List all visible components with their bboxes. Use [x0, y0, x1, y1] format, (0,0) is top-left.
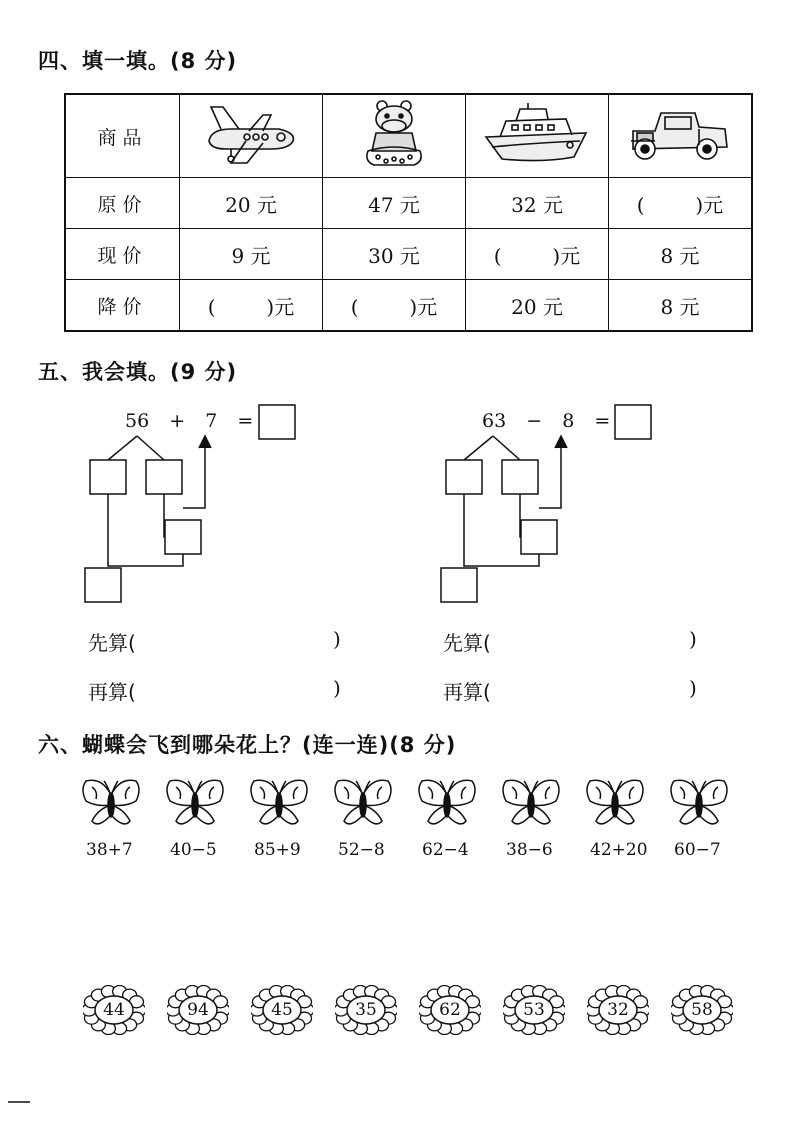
- flower-icon[interactable]: [419, 985, 481, 1039]
- butterfly-icon[interactable]: [162, 775, 228, 835]
- row-label-goods: 商品: [65, 94, 180, 178]
- butterfly-icon[interactable]: [414, 775, 480, 835]
- operand-a: 63: [482, 410, 507, 432]
- first-step-close: ): [333, 627, 341, 651]
- equals-sign: =: [594, 410, 611, 432]
- butterfly-expression: 60−7: [674, 840, 721, 860]
- operand-a: 56: [125, 410, 150, 432]
- discount-blank[interactable]: ( )元: [323, 280, 466, 332]
- butterfly-icon[interactable]: [246, 775, 312, 835]
- flower-number: 32: [607, 1000, 629, 1020]
- split-box: [502, 460, 538, 494]
- butterfly-expression: 40−5: [170, 840, 217, 860]
- section6-heading: 六、蝴蝶会飞到哪朵花上？(连一连)(8 分): [38, 733, 457, 757]
- row-label-current-price: 现价: [65, 229, 180, 280]
- section5-heading: 五、我会填。(9 分): [38, 360, 238, 384]
- result-box: [441, 568, 477, 602]
- then-step-label: 再算(: [443, 680, 491, 704]
- butterfly-icon[interactable]: [78, 775, 144, 835]
- operator: −: [526, 410, 543, 432]
- butterfly-expression: 42+20: [590, 840, 648, 860]
- first-step-label: 先算(: [443, 631, 491, 655]
- discount-blank[interactable]: ( )元: [180, 280, 323, 332]
- current-price-cell: 9 元: [180, 229, 323, 280]
- flower-number: 94: [187, 1000, 209, 1020]
- first-step-close: ): [689, 627, 697, 651]
- butterfly-expression: 85+9: [254, 840, 301, 860]
- row-label-discount: 降价: [65, 280, 180, 332]
- flower-icon[interactable]: [251, 985, 313, 1039]
- flower-icon[interactable]: [671, 985, 733, 1039]
- flower-icon[interactable]: [335, 985, 397, 1039]
- flower-number: 53: [523, 1000, 545, 1020]
- original-price-cell: 32 元: [466, 178, 609, 229]
- operator: +: [169, 410, 186, 432]
- page-edge-mark: [0, 1100, 40, 1104]
- butterfly-icon[interactable]: [498, 775, 564, 835]
- then-step-close: ): [333, 676, 341, 700]
- butterfly-icon[interactable]: [666, 775, 732, 835]
- then-step-close: ): [689, 676, 697, 700]
- first-step-label: 先算(: [88, 631, 136, 655]
- operand-b: 7: [205, 410, 218, 432]
- flower-number: 44: [103, 1000, 125, 1020]
- answer-box: [615, 405, 651, 439]
- butterfly-icon[interactable]: [582, 775, 648, 835]
- butterfly-expression: 52−8: [338, 840, 385, 860]
- discount-cell: 20 元: [466, 280, 609, 332]
- discount-cell: 8 元: [609, 280, 753, 332]
- then-step-label: 再算(: [88, 680, 136, 704]
- original-price-blank[interactable]: ( )元: [609, 178, 753, 229]
- flower-icon[interactable]: [167, 985, 229, 1039]
- row-label-original-price: 原价: [65, 178, 180, 229]
- flower-number: 45: [271, 1000, 293, 1020]
- flower-icon[interactable]: [587, 985, 649, 1039]
- section4-heading: 四、填一填。(8 分): [38, 49, 238, 73]
- equals-sign: =: [237, 410, 254, 432]
- butterfly-icon[interactable]: [330, 775, 396, 835]
- flower-number: 58: [691, 1000, 713, 1020]
- split-box: [446, 460, 482, 494]
- butterfly-expression: 38−6: [506, 840, 553, 860]
- butterfly-expression: 62−4: [422, 840, 469, 860]
- current-price-cell: 8 元: [609, 229, 753, 280]
- flower-icon[interactable]: [503, 985, 565, 1039]
- current-price-cell: 30 元: [323, 229, 466, 280]
- partial-diff-box: [521, 520, 557, 554]
- original-price-cell: 47 元: [323, 178, 466, 229]
- flower-number: 35: [355, 1000, 377, 1020]
- flower-icon[interactable]: [83, 985, 145, 1039]
- butterfly-expression: 38+7: [86, 840, 133, 860]
- original-price-cell: 20 元: [180, 178, 323, 229]
- operand-b: 8: [562, 410, 575, 432]
- flower-number: 62: [439, 1000, 461, 1020]
- current-price-blank[interactable]: ( )元: [466, 229, 609, 280]
